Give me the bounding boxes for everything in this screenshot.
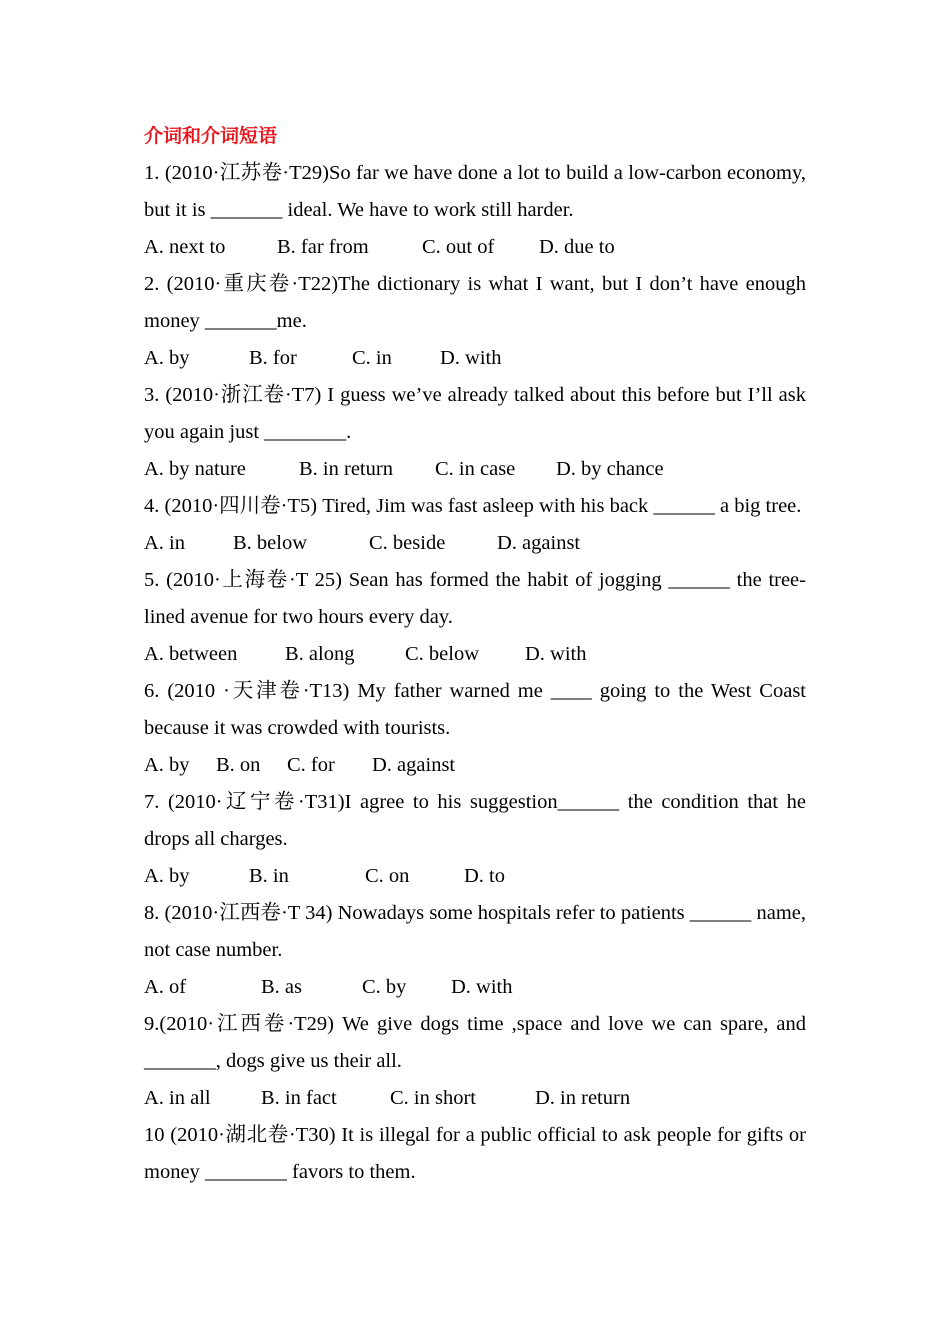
option-b: B. far from xyxy=(277,236,369,258)
option-d: D. with xyxy=(451,976,513,998)
option-a: A. next to xyxy=(144,236,226,258)
option-a: A. by xyxy=(144,865,190,887)
question-2-text: 2. (2010·重庆卷·T22)The dictionary is what I want, but I don’t have enough money _______me. xyxy=(144,273,806,332)
option-d: D. by chance xyxy=(556,458,664,480)
question-5-options xyxy=(144,636,806,673)
option-c: C. in xyxy=(352,347,392,369)
option-a: A. between xyxy=(144,643,238,665)
option-c: C. out of xyxy=(422,236,495,258)
question-9-options xyxy=(144,1080,806,1117)
option-d: D. due to xyxy=(539,236,615,258)
option-b: B. in xyxy=(249,865,289,887)
option-d: D. to xyxy=(464,865,505,887)
option-c: C. below xyxy=(405,643,480,665)
document-page xyxy=(144,118,806,1191)
option-c: C. in short xyxy=(390,1087,476,1109)
option-c: C. on xyxy=(365,865,410,887)
option-c: C. by xyxy=(362,976,407,998)
option-a: A. by xyxy=(144,347,190,369)
option-a: A. of xyxy=(144,976,187,998)
option-d: D. against xyxy=(497,532,581,554)
question-10-text: 10 (2010·湖北卷·T30) It is illegal for a public official to ask people for gifts or money ________ favors to them. xyxy=(144,1124,806,1183)
option-b: B. for xyxy=(249,347,297,369)
option-a: A. in xyxy=(144,532,185,554)
question-3-text: 3. (2010·浙江卷·T7) I guess we’ve already talked about this before but I’ll ask you again just ________. xyxy=(144,384,806,443)
option-c: C. for xyxy=(287,754,335,776)
question-5-text: 5. (2010·上海卷·T 25) Sean has formed the habit of jogging ______ the tree-lined avenue for two hours every day. xyxy=(144,569,806,628)
question-3-options xyxy=(144,451,806,488)
option-b: B. in return xyxy=(299,458,393,480)
section-title: 介词和介词短语 xyxy=(144,125,278,147)
option-a: A. in all xyxy=(144,1087,211,1109)
question-9-text: 9.(2010·江西卷·T29) We give dogs time ,space and love we can spare, and _______, dogs give us their all. xyxy=(144,1013,806,1072)
question-6-text: 6. (2010 ·天津卷·T13) My father warned me ____ going to the West Coast because it was crowded with tourists. xyxy=(144,680,806,739)
option-c: C. beside xyxy=(369,532,446,554)
option-b: B. on xyxy=(216,754,261,776)
option-a: A. by nature xyxy=(144,458,246,480)
question-1-options xyxy=(144,229,806,266)
question-2-options xyxy=(144,340,806,377)
option-b: B. in fact xyxy=(261,1087,337,1109)
option-c: C. in case xyxy=(435,458,516,480)
option-d: D. against xyxy=(372,754,456,776)
option-a: A. by xyxy=(144,754,190,776)
option-d: D. with xyxy=(525,643,587,665)
option-b: B. along xyxy=(285,643,355,665)
question-8-text: 8. (2010·江西卷·T 34) Nowadays some hospitals refer to patients ______ name, not case number. xyxy=(144,902,806,961)
option-b: B. as xyxy=(261,976,302,998)
option-d: D. in return xyxy=(535,1087,631,1109)
question-7-options xyxy=(144,858,806,895)
question-1-text: 1. (2010·江苏卷·T29)So far we have done a lot to build a low-carbon economy, but it is _______ ideal. We have to work still harder. xyxy=(144,162,806,221)
question-7-text: 7. (2010·辽宁卷·T31)I agree to his suggestion______ the condition that he drops all charges. xyxy=(144,791,806,850)
question-4-text: 4. (2010·四川卷·T5) Tired, Jim was fast asleep with his back ______ a big tree. xyxy=(144,495,802,517)
question-4-options xyxy=(144,525,806,562)
option-b: B. below xyxy=(233,532,308,554)
option-d: D. with xyxy=(440,347,502,369)
question-6-options xyxy=(144,747,806,784)
question-8-options xyxy=(144,969,806,1006)
